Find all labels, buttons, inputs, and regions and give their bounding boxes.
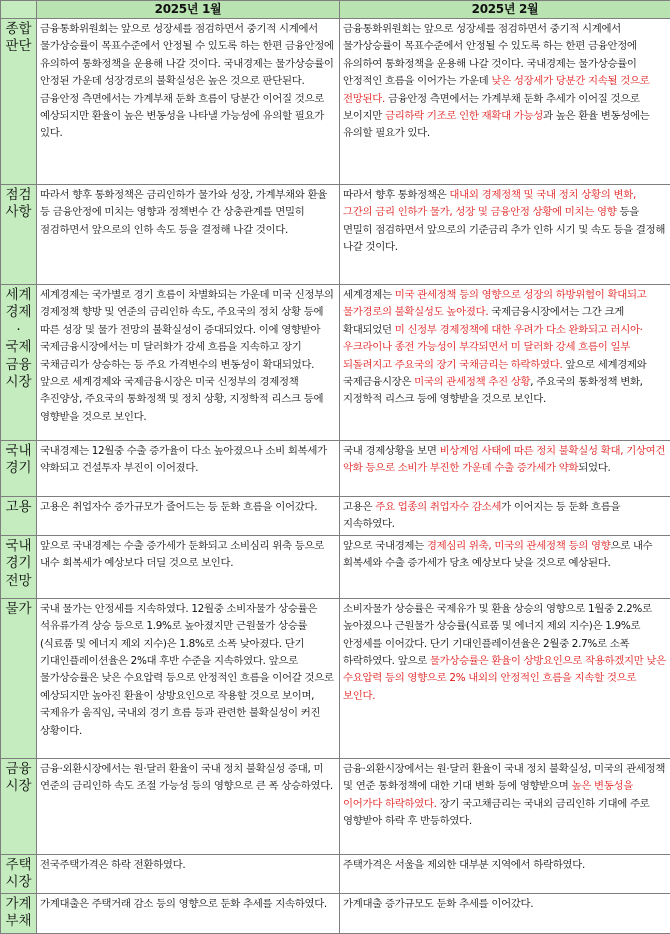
text-segment: 전국주택가격은 하락 전환하였다.	[40, 859, 185, 871]
text-segment: , 주요국의 통화정책 변화, 지정학적 리스크 등에 영향받을 것으로 보인다.	[343, 376, 643, 405]
text-segment: 따라서 향후 통화정책은 금리인하가 물가와 성장, 가계부채와 환율 등 금융안정에 미치는 영향과 정책변수 간 상충관계를 면밀히 점검하면서 앞으로의 인하 속도 등을 결정해 나갈 것이다.	[40, 189, 327, 236]
text-segment: 소비자물가 상승률은 국제유가 및 환율 상승의 영향으로 1월중 2.2%로 높아졌으나 근원물가 상승률(식료품 및 에너지 제외 지수)은 1.9%로 안정세를 이어갔다. 단기 기대인플레이션율은 2월중 2.7%로 소폭 하락하였다. 앞으로	[343, 603, 652, 667]
header-jan: 2025년 1월	[37, 1, 340, 19]
feb-cell	[340, 758, 670, 854]
feb-cell	[340, 854, 670, 893]
text-segment: 가계대출 증가규모도 둔화 추세를 이어갔다.	[343, 898, 533, 910]
jan-text	[40, 499, 336, 516]
text-segment: 금융통화위원회는 앞으로 성장세를 점검하면서 중기적 시계에서 물가상승률이 목표수준에서 안정될 수 있도록 하는 한편 금융안정에 유의하여 통화정책을 운용해 나갈 것이다. 국내경제는 물가상승률이 안정된 가운데 성장경로의 불확실성은 높은 것으로 판단된다. 금융안정 측면에서는 가계부채 둔화 흐름이 당분간 이어질 것으로 예상되지만 환율이 높은 변동성을 나타낼 가능성에 유의할 필요가 있다.	[40, 23, 334, 139]
text-segment: 가계대출은 주택거래 감소 등의 영향으로 둔화 추세를 지속하였다.	[40, 898, 327, 910]
highlighted-text: 높은 변동성을 이어가다 하락하였다.	[343, 780, 633, 809]
jan-text	[40, 857, 336, 874]
jan-cell	[37, 893, 340, 933]
text-segment: 세계경제는	[343, 289, 395, 301]
feb-text	[343, 187, 667, 257]
jan-text	[40, 896, 336, 913]
text-segment: 고용은	[343, 501, 375, 513]
header-row	[1, 1, 670, 19]
text-segment: 고용은 취업자수 증가규모가 줄어드는 등 둔화 흐름을 이어갔다.	[40, 501, 317, 513]
text-segment: 국내 경제상황을 보면	[343, 445, 440, 457]
text-segment: 가 이어지는 등 둔화 흐름을 지속하였다.	[343, 501, 620, 530]
row-overall	[1, 19, 670, 185]
jan-cell	[37, 285, 340, 441]
feb-cell	[340, 535, 670, 598]
highlighted-text: 금리하락 기조로 인한 재확대 가능성	[385, 110, 543, 122]
feb-cell	[340, 19, 670, 185]
jan-cell	[37, 19, 340, 185]
header-corner-cell	[1, 1, 37, 19]
text-segment: 과 높은 환율 변동성에는 유의할 필요가 있다.	[343, 110, 649, 139]
row-world-economy	[1, 285, 670, 441]
feb-cell	[340, 441, 670, 497]
feb-cell	[340, 285, 670, 441]
jan-cell	[37, 854, 340, 893]
row-employment	[1, 497, 670, 536]
text-segment: 국내 물가는 안정세를 지속하였다. 12월중 소비자물가 상승률은 석유류가격 상승 등으로 1.9%로 높아졌지만 근원물가 상승률(식료품 및 에너지 제외 지수)은 1.8%로 소폭 낮아졌다. 단기 기대인플레이션율은 2%대 후반 수준을 지속하였다. 앞으로 물가상승률은 낮은 수요압력 등으로 안정적인 흐름을 이어갈 것으로 예상되지만 높아진 환율이 상방요인으로 작용할 것으로 보이며, 국제유가 움직임, 국내외 경기 흐름 등과 관련한 불확실성이 커진 상황이다.	[40, 603, 334, 737]
highlighted-text: 대내외 경제정책 및 국내 정치 상황의 변화, 그간의 금리 인하가 물가, 성장 및 금융안정 상황에 미치는 영향	[343, 189, 636, 218]
feb-text	[343, 857, 667, 874]
jan-text	[40, 21, 336, 143]
category-label: 주택 시장	[1, 854, 37, 893]
category-label: 물가	[1, 598, 37, 758]
category-label: 종합 판단	[1, 19, 37, 185]
text-segment: 세계경제는 국가별로 경기 흐름이 차별화되는 가운데 미국 신정부의 경제정책 향방 및 연준의 금리인하 속도, 주요국의 정치 상황 등에 따른 성장 및 물가 전망의 불확실성이 증대되었다. 이에 영향받아 국제금융시장에서는 미 달러화가 강세 흐름을 지속하고 장기 국채금리가 상승하는 등 주요 가격변수의 변동성이 확대되었다. 앞으로 세계경제와 국제금융시장은 미국 신정부의 경제정책 추진양상, 주요국의 통화정책 및 정치 상황, 지정학적 리스크 등에 영향받을 것으로 보인다.	[40, 289, 334, 423]
feb-text	[343, 499, 667, 534]
text-segment: 금융통화위원회는 앞으로 성장세를 점검하면서 중기적 시계에서 물가상승률이 목표수준에서 안정될 수 있도록 하는 한편 금융안정에 유의하여 통화정책을 운용해 나갈 것이다. 국내경제는 물가상승률이 안정적인 흐름을 이어가는 가운데	[343, 23, 637, 87]
jan-cell	[37, 185, 340, 285]
feb-text	[343, 601, 667, 705]
row-housing-market	[1, 854, 670, 893]
text-segment: 금융안정 측면에서는 가계부채 둔화 추세가 이어질 것으로 보이지만	[343, 93, 640, 122]
jan-text	[40, 601, 336, 740]
highlighted-text: 비상계엄 사태에 따른 정치 불확실성 확대, 기상여건 악화 등으로 소비가 부진한 가운데 수출 증가세가 약화	[343, 445, 665, 474]
jan-text	[40, 287, 336, 426]
text-segment: 되었다.	[578, 462, 610, 474]
row-economic-outlook	[1, 535, 670, 598]
category-label: 국내 경기	[1, 441, 37, 497]
row-checkpoints	[1, 185, 670, 285]
feb-cell	[340, 185, 670, 285]
category-label: 점검 사항	[1, 185, 37, 285]
highlighted-text: 낮은 성장세가 당분간 지속될 것으로 전망된다.	[343, 75, 649, 104]
jan-text	[40, 187, 336, 239]
text-segment: 장기 국고채금리는 국내외 금리인하 기대에 주로 영향받아 하락 후 반등하였다.	[343, 798, 649, 827]
text-segment: 앞으로 세계경제와 국제금융시장은	[343, 359, 646, 388]
feb-text	[343, 287, 667, 409]
highlighted-text: 경제심리 위축, 미국의 관세정책 등의 영향	[427, 540, 611, 552]
jan-cell	[37, 758, 340, 854]
category-label: 고용	[1, 497, 37, 536]
jan-text	[40, 761, 336, 796]
feb-text	[343, 21, 667, 143]
text-segment: 앞으로 국내경제는 수출 증가세가 둔화되고 소비심리 위축 등으로 내수 회복세가 예상보다 더딜 것으로 보인다.	[40, 540, 324, 569]
text-segment: 으로 내수 회복세와 수출 증가세가 당초 예상보다 낮을 것으로 예상된다.	[343, 540, 652, 569]
jan-text	[40, 443, 336, 478]
text-segment: 주택가격은 서울을 제외한 대부분 지역에서 하락하였다.	[343, 859, 585, 871]
header-feb: 2025년 2월	[340, 1, 670, 19]
feb-cell	[340, 598, 670, 758]
feb-text	[343, 761, 667, 831]
highlighted-text: 물가상승률은 환율이 상방요인으로 작용하겠지만 낮은 수요압력 등의 영향으로 2% 내외의 안정적인 흐름을 지속할 것으로 보인다.	[343, 655, 666, 702]
jan-cell	[37, 441, 340, 497]
jan-cell	[37, 497, 340, 536]
feb-cell	[340, 893, 670, 933]
jan-text	[40, 538, 336, 573]
row-prices	[1, 598, 670, 758]
jan-cell	[37, 535, 340, 598]
highlighted-text: 주요 업종의 취업자수 감소세	[375, 501, 501, 513]
highlighted-text: 미국의 관세정책 추진 상황	[414, 376, 530, 388]
jan-cell	[37, 598, 340, 758]
feb-text	[343, 896, 667, 913]
text-segment: 따라서 향후 통화정책은	[343, 189, 449, 201]
text-segment: 금융·외환시장에서는 원·달러 환율이 국내 정치 불확실성 증대, 미 연준의 금리인하 속도 조절 가능성 등의 영향으로 큰 폭 상승하였다.	[40, 763, 333, 792]
category-label: 세계 경제 · 국제 금융 시장	[1, 285, 37, 441]
category-label: 국내 경기 전망	[1, 535, 37, 598]
feb-text	[343, 443, 667, 478]
feb-cell	[340, 497, 670, 536]
text-segment: 앞으로 국내경제는	[343, 540, 427, 552]
text-segment: 국제금융시장에서는 그간 크게 확대되었던	[343, 306, 624, 335]
row-household-debt	[1, 893, 670, 933]
highlighted-text: 미국 관세정책 등의 영향으로 성장의 하방위험이 확대되고 물가경로의 불확실성도 높아졌다.	[343, 289, 646, 318]
text-segment: 금융·외환시장에서는 원·달러 환율이 국내 정치 불확실성, 미국의 관세정책 및 연준 통화정책에 대한 기대 변화 등에 영향받으며	[343, 763, 665, 792]
feb-text	[343, 538, 667, 573]
highlighted-text: 미 신정부 경제정책에 대한 우려가 다소 완화되고 러시아·우크라이나 종전 가능성이 부각되면서 미 달러화 강세 흐름이 일부 되돌려지고 주요국의 장기 국채금리는 하락하였다.	[343, 324, 643, 371]
row-financial-markets	[1, 758, 670, 854]
text-segment: 국내경제는 12월중 수출 증가율이 다소 높아졌으나 소비 회복세가 약화되고 건설투자 부진이 이어졌다.	[40, 445, 327, 474]
category-label: 금융 시장	[1, 758, 37, 854]
row-domestic-economy	[1, 441, 670, 497]
text-segment: 등을 면밀히 점검하면서 앞으로의 기준금리 추가 인하 시기 및 속도 등을 결정해 나갈 것이다.	[343, 206, 665, 253]
category-label: 가계 부채	[1, 893, 37, 933]
